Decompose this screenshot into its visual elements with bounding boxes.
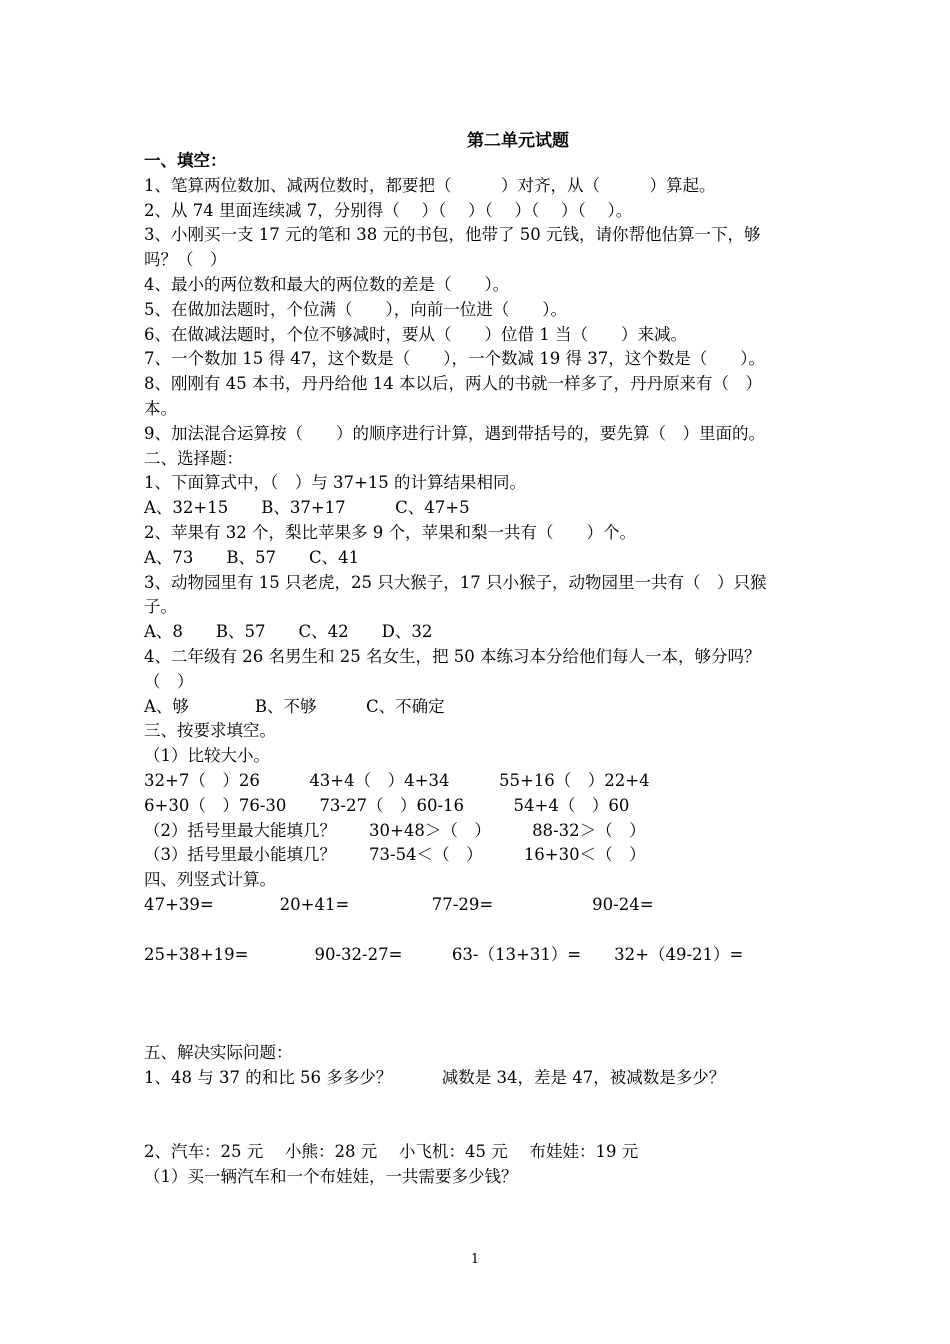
page-number: 1 bbox=[470, 1252, 480, 1267]
calc-row: 25+38+19= 90-32-27= 63-（13+31）= 32+（49-21）= bbox=[144, 944, 744, 964]
question-line: 本。 bbox=[144, 398, 177, 418]
page-title: 第二单元试题 bbox=[467, 131, 569, 151]
sub-question: （2）括号里最大能填几？ 30+48＞（ ） 88-32＞（ ） bbox=[144, 820, 646, 840]
calc-row: 47+39= 20+41= 77-29= 90-24= bbox=[144, 894, 654, 914]
question-line: 4、二年级有 26 名男生和 25 名女生，把 50 本练习本分给他们每人一本，够分吗？ bbox=[144, 646, 761, 666]
section-heading-word-problems: 五、解决实际问题： bbox=[144, 1043, 293, 1063]
work-space bbox=[144, 918, 824, 943]
question-line: 9、加法混合运算按（ ）的顺序进行计算，遇到带括号的，要先算（ ）里面的。 bbox=[144, 423, 765, 443]
answer-options: A、8 B、57 C、42 D、32 bbox=[144, 622, 433, 642]
question-line: 6、在做减法题时，个位不够减时，要从（ ）位借 1 当（ ）来减。 bbox=[144, 324, 687, 344]
question-line: 3、动物园里有 15 只老虎，25 只大猴子，17 只小猴子，动物园里一共有（ ）只猴 bbox=[144, 572, 767, 592]
sub-question: （1）买一辆汽车和一个布娃娃，一共需要多少钱？ bbox=[144, 1166, 518, 1186]
question-line: 2、从 74 里面连续减 7，分别得（ ）（ ）（ ）（ ）（ ）。 bbox=[144, 200, 633, 220]
question-line: 7、一个数加 15 得 47，这个数是（ ），一个数减 19 得 37，这个数是（ ）。 bbox=[144, 349, 765, 369]
question-line: 2、苹果有 32 个，梨比苹果多 9 个，苹果和梨一共有（ ）个。 bbox=[144, 522, 636, 542]
question-line: 1、下面算式中，（ ）与 37+15 的计算结果相同。 bbox=[144, 473, 527, 493]
answer-options: A、32+15 B、37+17 C、47+5 bbox=[144, 498, 470, 518]
sub-question: （1）比较大小。 bbox=[144, 746, 270, 766]
work-space bbox=[144, 967, 824, 1041]
answer-options: A、73 B、57 C、41 bbox=[144, 547, 360, 567]
question-line: 吗？（ ） bbox=[144, 250, 227, 270]
section-heading-vertical-calc: 四、列竖式计算。 bbox=[144, 870, 276, 890]
price-list: 2、汽车：25 元 小熊：28 元 小飞机：45 元 布娃娃：19 元 bbox=[144, 1141, 639, 1161]
answer-options: A、够 B、不够 C、不确定 bbox=[144, 696, 445, 716]
question-line: 3、小刚买一支 17 元的笔和 38 元的书包，他带了 50 元钱，请你帮他估算一下，够 bbox=[144, 225, 761, 245]
question-line: 4、最小的两位数和最大的两位数的差是（ ）。 bbox=[144, 274, 510, 294]
worksheet-body bbox=[144, 149, 824, 1189]
section-heading-choice: 二、选择题： bbox=[144, 448, 243, 468]
question-line: 8、刚刚有 45 本书，丹丹给他 14 本以后，两人的书就一样多了，丹丹原来有（ ） bbox=[144, 374, 762, 394]
sub-question: （3）括号里最小能填几？ 73-54＜（ ） 16+30＜（ ） bbox=[144, 845, 646, 865]
question-line: （ ） bbox=[144, 671, 194, 691]
question-line: 1、笔算两位数加、减两位数时，都要把（ ）对齐，从（ ）算起。 bbox=[144, 175, 716, 195]
section-heading-fill-in: 一、填空： bbox=[144, 151, 227, 170]
question-line: 子。 bbox=[144, 597, 177, 617]
work-space bbox=[144, 1091, 824, 1140]
section-heading-fill-by-rule: 三、按要求填空。 bbox=[144, 721, 276, 741]
comparison-row: 32+7（ ）26 43+4（ ）4+34 55+16（ ）22+4 bbox=[144, 770, 650, 790]
question-line: 5、在做加法题时，个位满（ ），向前一位进（ ）。 bbox=[144, 299, 567, 319]
comparison-row: 6+30（ ）76-30 73-27（ ）60-16 54+4（ ）60 bbox=[144, 795, 630, 815]
question-line: 1、48 与 37 的和比 56 多多少？ 减数是 34，差是 47，被减数是多少？ bbox=[144, 1068, 726, 1088]
